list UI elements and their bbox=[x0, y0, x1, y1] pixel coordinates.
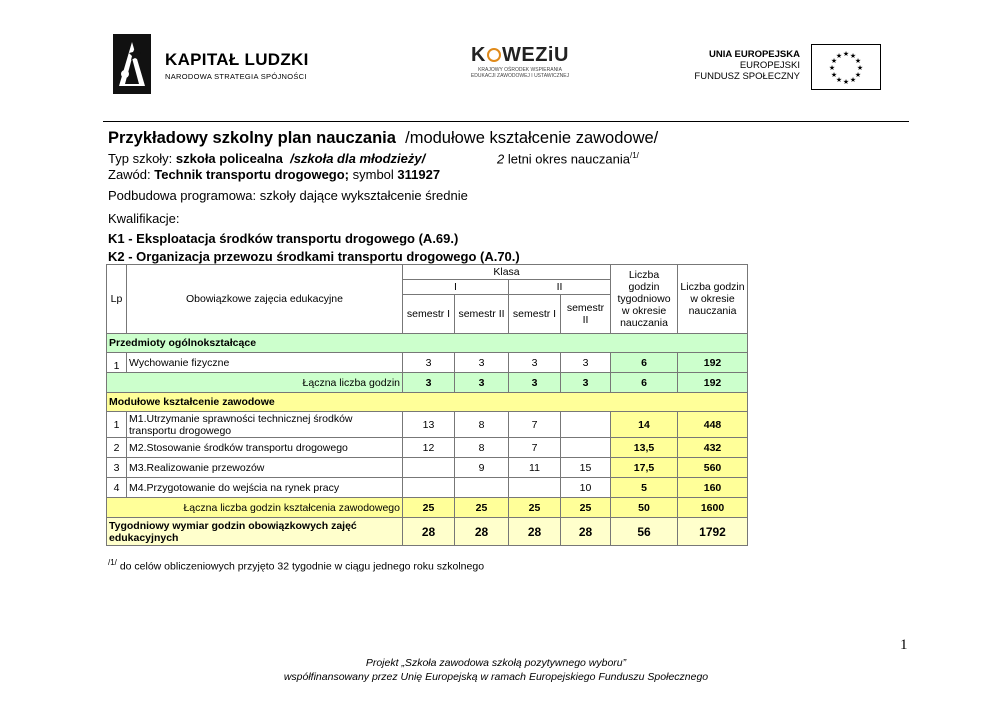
header-row-klasa bbox=[107, 265, 748, 280]
koweziu-subtitle-1: KRAJOWY OŚRODEK WSPIERANIA bbox=[478, 67, 562, 73]
row-weekly: 17,5 bbox=[611, 458, 678, 478]
koweziu-title: K WEZiU bbox=[471, 44, 569, 66]
study-plan-table bbox=[106, 264, 748, 546]
row-weekly: 5 bbox=[611, 478, 678, 498]
vocational-sum-label: Łączna liczba godzin kształcenia zawodowego bbox=[107, 498, 403, 518]
program-basis: Podbudowa programowa: szkoły dające wykształcenie średnie bbox=[108, 188, 468, 203]
row-total: 560 bbox=[678, 458, 748, 478]
vocational-sum-total: 1600 bbox=[678, 498, 748, 518]
vocational-sum-s2: 25 bbox=[455, 498, 509, 518]
row-s2: 8 bbox=[455, 438, 509, 458]
kapital-ludzki-title: KAPITAŁ LUDZKI bbox=[165, 50, 309, 69]
section-vocational bbox=[107, 393, 748, 412]
row-s2 bbox=[455, 478, 509, 498]
svg-text:★: ★ bbox=[849, 76, 857, 84]
weekly-total-label: Tygodniowy wymiar godzin obowiązkowych zajęć edukacyjnych bbox=[107, 518, 403, 546]
weekly-total-s3: 28 bbox=[509, 518, 561, 546]
footnote: $^{/1/}$ do celów obliczeniowych przyjęto 32 tygodnie w ciągu jednego roku szkolnego bbox=[108, 558, 485, 573]
row-s1 bbox=[403, 458, 455, 478]
row-s1 bbox=[403, 478, 455, 498]
row-subject: M2.Stosowanie środków transportu drogowego bbox=[127, 438, 403, 458]
general-sum-s3: 3 bbox=[509, 373, 561, 393]
table-row bbox=[107, 353, 748, 373]
svg-text:★: ★ bbox=[849, 52, 857, 60]
row-lp: 1 bbox=[107, 353, 127, 373]
weekly-total-s2: 28 bbox=[455, 518, 509, 546]
kapital-ludzki-logo bbox=[113, 34, 313, 94]
koweziu-logo bbox=[455, 44, 585, 94]
svg-text:★: ★ bbox=[835, 52, 843, 60]
weekly-total-s4: 28 bbox=[561, 518, 611, 546]
row-s1: 13 bbox=[403, 412, 455, 438]
row-weekly: 6 bbox=[611, 353, 678, 373]
vocational-sum-s3: 25 bbox=[509, 498, 561, 518]
row-s3: 7 bbox=[509, 438, 561, 458]
svg-text:★: ★ bbox=[830, 71, 838, 79]
row-s2: 8 bbox=[455, 412, 509, 438]
row-s3: 11 bbox=[509, 458, 561, 478]
vocational-sum-row bbox=[107, 498, 748, 518]
row-total: 432 bbox=[678, 438, 748, 458]
duration-line: 2 letni okres nauczania$^{/1/}$ bbox=[497, 151, 639, 167]
svg-text:★: ★ bbox=[854, 71, 862, 79]
row-s3 bbox=[509, 478, 561, 498]
col-header-subjects: Obowiązkowe zajęcia edukacyjne bbox=[127, 265, 403, 334]
row-subject: M1.Utrzymanie sprawności technicznej środków transportu drogowego bbox=[127, 412, 403, 438]
svg-text:★: ★ bbox=[854, 57, 862, 65]
general-sum-s4: 3 bbox=[561, 373, 611, 393]
koweziu-sun-icon bbox=[487, 48, 501, 62]
row-lp: 1 bbox=[107, 412, 127, 438]
eu-line-3: FUNDUSZ SPOŁECZNY bbox=[694, 71, 800, 82]
school-type-line: Typ szkoły: szkoła policealna /szkoła dla młodzieży/ bbox=[108, 151, 426, 166]
general-sum-row bbox=[107, 373, 748, 393]
table-row bbox=[107, 458, 748, 478]
row-s2: 3 bbox=[455, 353, 509, 373]
general-sum-weekly: 6 bbox=[611, 373, 678, 393]
row-subject: Wychowanie fizyczne bbox=[127, 353, 403, 373]
eu-text bbox=[694, 49, 800, 82]
vocational-sum-s1: 25 bbox=[403, 498, 455, 518]
row-s1: 3 bbox=[403, 353, 455, 373]
row-subject: M4.Przygotowanie do wejścia na rynek pracy bbox=[127, 478, 403, 498]
row-weekly: 14 bbox=[611, 412, 678, 438]
col-header-class-1: I bbox=[403, 280, 509, 295]
profession-line: Zawód: Technik transportu drogowego; symbol 311927 bbox=[108, 167, 441, 182]
svg-text:★: ★ bbox=[835, 76, 843, 84]
eu-logo bbox=[690, 44, 890, 94]
footer-line-1: Projekt „Szkoła zawodowa szkołą pozytywnego wyboru” bbox=[365, 657, 627, 669]
koweziu-subtitle-2: EDUKACJI ZAWODOWEJ I USTAWICZNEJ bbox=[470, 73, 570, 79]
row-subject: M3.Realizowanie przewozów bbox=[127, 458, 403, 478]
page-number: 1 bbox=[900, 637, 908, 653]
general-sum-total: 192 bbox=[678, 373, 748, 393]
page-title: Przykładowy szkolny plan nauczania /modułowe kształcenie zawodowe/ bbox=[108, 129, 659, 147]
kapital-ludzki-subtitle: NARODOWA STRATEGIA SPÓJNOŚCI bbox=[165, 72, 307, 81]
header-divider bbox=[103, 121, 909, 122]
row-total: 160 bbox=[678, 478, 748, 498]
row-lp: 4 bbox=[107, 478, 127, 498]
col-header-sem-2: semestr II bbox=[455, 295, 509, 334]
weekly-total-total: 1792 bbox=[678, 518, 748, 546]
row-s2: 9 bbox=[455, 458, 509, 478]
row-total: 192 bbox=[678, 353, 748, 373]
row-lp: 2 bbox=[107, 438, 127, 458]
vocational-sum-weekly: 50 bbox=[611, 498, 678, 518]
section-general bbox=[107, 334, 748, 353]
weekly-total-s1: 28 bbox=[403, 518, 455, 546]
col-header-klasa: Klasa bbox=[403, 265, 611, 280]
eu-flag-icon bbox=[811, 44, 881, 90]
table-row bbox=[107, 438, 748, 458]
row-weekly: 13,5 bbox=[611, 438, 678, 458]
qualification-k2: K2 - Organizacja przewozu środkami transportu drogowego (A.70.) bbox=[108, 249, 520, 264]
section-vocational-title: Modułowe kształcenie zawodowe bbox=[107, 393, 748, 412]
row-s4: 15 bbox=[561, 458, 611, 478]
col-header-sem-3: semestr I bbox=[509, 295, 561, 334]
section-general-title: Przedmioty ogólnokształcące bbox=[107, 334, 748, 353]
svg-text:★: ★ bbox=[842, 78, 850, 86]
row-s4 bbox=[561, 438, 611, 458]
kapital-ludzki-emblem-icon bbox=[113, 34, 151, 94]
eu-line-2: EUROPEJSKI bbox=[739, 60, 800, 71]
footer-line-2: współfinansowany przez Unię Europejską w ramach Europejskiego Funduszu Społecznego bbox=[283, 671, 709, 683]
col-header-lp: Lp bbox=[107, 265, 127, 334]
row-lp: 3 bbox=[107, 458, 127, 478]
qualifications-label: Kwalifikacje: bbox=[108, 211, 180, 226]
row-total: 448 bbox=[678, 412, 748, 438]
vocational-sum-s4: 25 bbox=[561, 498, 611, 518]
svg-text:★: ★ bbox=[842, 50, 850, 58]
svg-text:★: ★ bbox=[856, 64, 864, 72]
col-header-sem-4: semestr II bbox=[561, 295, 611, 334]
row-s1: 12 bbox=[403, 438, 455, 458]
col-header-total: Liczba godzin w okresie nauczania bbox=[678, 265, 748, 334]
row-s4: 10 bbox=[561, 478, 611, 498]
general-sum-s1: 3 bbox=[403, 373, 455, 393]
table-row bbox=[107, 478, 748, 498]
table-row bbox=[107, 412, 748, 438]
general-sum-label: Łączna liczba godzin bbox=[107, 373, 403, 393]
eu-line-1: UNIA EUROPEJSKA bbox=[709, 49, 800, 60]
col-header-weekly: Liczba godzin tygodniowo w okresie nauczania bbox=[611, 265, 678, 334]
svg-text:★: ★ bbox=[828, 64, 836, 72]
row-s4: 3 bbox=[561, 353, 611, 373]
col-header-sem-1: semestr I bbox=[403, 295, 455, 334]
row-s4 bbox=[561, 412, 611, 438]
row-s3: 3 bbox=[509, 353, 561, 373]
svg-text:★: ★ bbox=[830, 57, 838, 65]
weekly-total-weekly: 56 bbox=[611, 518, 678, 546]
general-sum-s2: 3 bbox=[455, 373, 509, 393]
weekly-total-row bbox=[107, 518, 748, 546]
col-header-class-2: II bbox=[509, 280, 611, 295]
qualification-k1: K1 - Eksploatacja środków transportu drogowego (A.69.) bbox=[108, 231, 459, 246]
row-s3: 7 bbox=[509, 412, 561, 438]
